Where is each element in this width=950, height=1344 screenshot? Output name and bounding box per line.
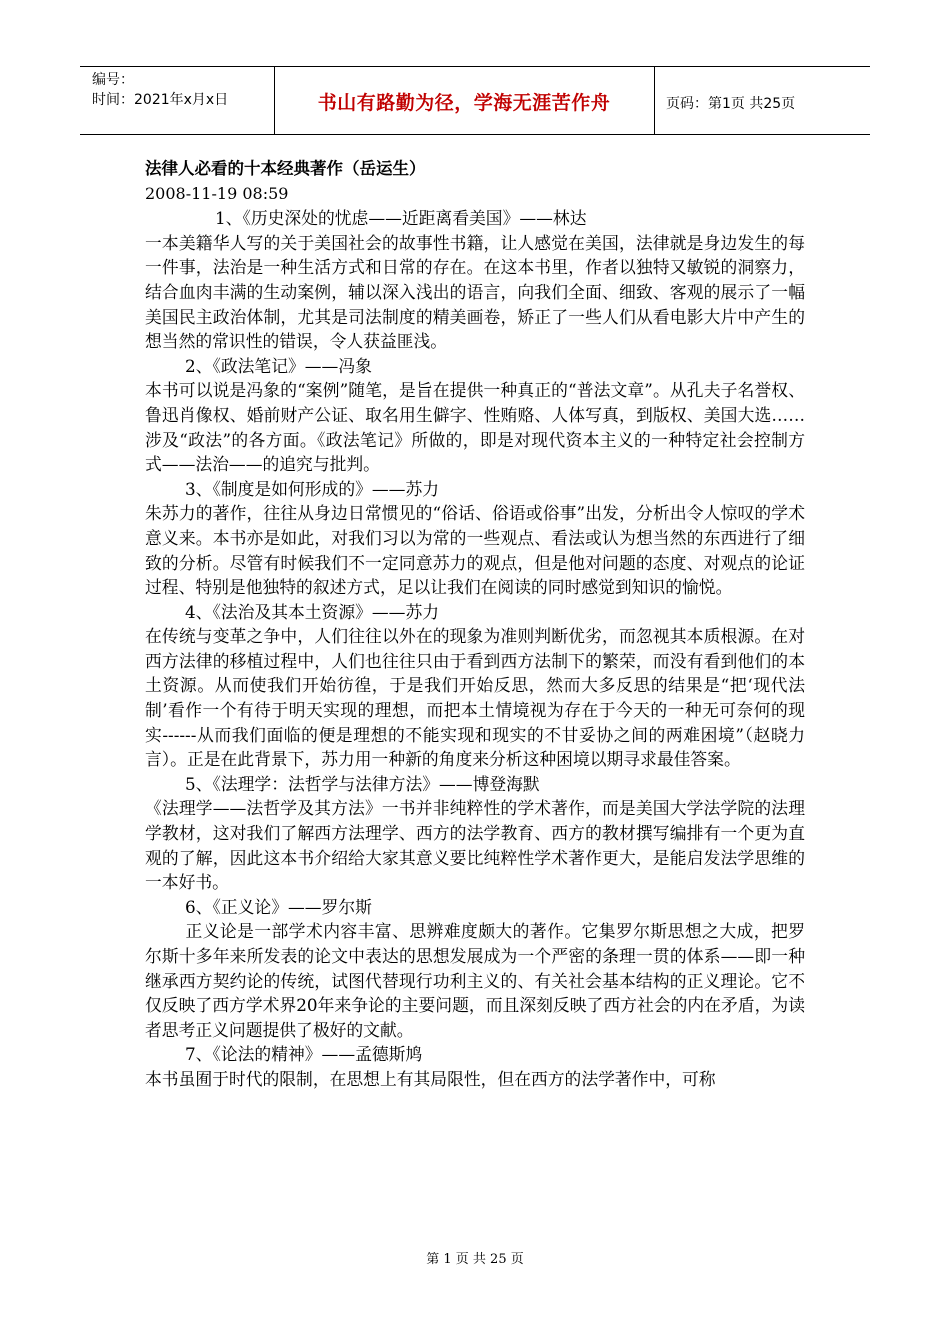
- entry-heading: 6、《正义论》——罗尔斯: [185, 896, 372, 917]
- entry-heading: 7、《论法的精神》——孟德斯鸠: [185, 1044, 423, 1065]
- page-header: [80, 66, 870, 136]
- article-body: [145, 157, 805, 1092]
- entry-body: [145, 919, 805, 1042]
- entry-heading: 1、《历史深处的忧虑——近距离看美国》——林达: [215, 208, 587, 229]
- entry-heading: 2、《政法笔记》——冯象: [185, 355, 372, 376]
- header-time-label: 时间：2021年x月x日: [92, 92, 229, 108]
- entry-body-text: 正义论是一部学术内容丰富、思辨难度颇大的著作。它集罗尔斯思想之大成，把罗尔斯十多年来所发表的论文中表达的思想发展成为一个严密的条理一贯的体系——即一种继承西方契约论的传统，试图代替现行功利主义的、有关社会基本结构的正义理论。它不仅反映了西方学术界20年来争论的主要问题，而且深刻反映了西方社会的内在矛盾，为读者思考正义问题提供了极好的文献。: [145, 921, 805, 1040]
- entry-body: 一本美籍华人写的关于美国社会的故事性书籍，让人感觉在美国，法律就是身边发生的每一件事，法治是一种生活方式和日常的存在。在这本书里，作者以独特又敏锐的洞察力，结合血肉丰满的生动案例，辅以深入浅出的语言，向我们全面、细致、客观的展示了一幅美国民主政治体制，尤其是司法制度的精美画卷，矫正了一些人们从看电影大片中产生的想当然的常识性的错误，令人获益匪浅。: [145, 232, 805, 352]
- page-footer: 第 1 页 共 25 页: [426, 1252, 524, 1267]
- entry-heading: 4、《法治及其本土资源》——苏力: [185, 601, 440, 622]
- header-top-rule: [80, 66, 870, 67]
- header-motto: 书山有路勤为径，学海无涯苦作舟: [317, 92, 611, 114]
- header-meta: [92, 70, 228, 110]
- header-number-label: 编号：: [92, 72, 134, 88]
- entry-body: 本书可以说是冯象的“案例”随笔，是旨在提供一种真正的“普法文章”。从孔夫子名誉权、鲁迅肖像权、婚前财产公证、取名用生僻字、性贿赂、人体写真，到版权、美国大选……涉及“政法”的各方面。《政法笔记》所做的，即是对现代资本主义的一种特定社会控制方式——法治——的追究与批判。: [145, 380, 805, 475]
- entry-body: 朱苏力的著作，往往从身边日常惯见的“俗话、俗语或俗事”出发，分析出令人惊叹的学术意义来。本书亦是如此，对我们习以为常的一些观点、看法或认为想当然的东西进行了细致的分析。尽管有时候我们不一定同意苏力的观点，但是他对问题的态度、对观点的论证过程、特别是他独特的叙述方式，足以让我们在阅读的同时感觉到知识的愉悦。: [145, 503, 805, 598]
- entry-heading: 5、《法理学：法哲学与法律方法》——博登海默: [185, 773, 540, 794]
- header-page-info: 页码：第1页 共25页: [666, 96, 796, 112]
- entry-body: 本书虽囿于时代的限制，在思想上有其局限性，但在西方的法学著作中，可称: [145, 1068, 716, 1089]
- entry-heading: 3、《制度是如何形成的》——苏力: [185, 478, 440, 499]
- header-bottom-rule: [80, 134, 870, 135]
- entry-body: 《法理学——法哲学及其方法》一书并非纯粹性的学术著作，而是美国大学法学院的法理学教材，这对我们了解西方法理学、西方的法学教育、西方的教材撰写编排有一个更为直观的了解，因此这本书介绍给大家其意义要比纯粹性学术著作更大，是能启发法学思维的一本好书。: [145, 798, 805, 893]
- entry-body: 在传统与变革之争中，人们往往以外在的现象为准则判断优劣，而忽视其本质根源。在对西方法律的移植过程中，人们也往往只由于看到西方法制下的繁荣，而没有看到他们的本土资源。从而使我们开始彷徨，于是我们开始反思，然而大多反思的结果是“把‘现代法制’看作一个有待于明天实现的理想，而把本土情境视为存在于今天的一种无可奈何的现实------从而我们面临的便是理想的不能实现和现实的不甘妥协之间的两难困境”（赵晓力言）。正是在此背景下，苏力用一种新的角度来分析这种困境以期寻求最佳答案。: [145, 626, 805, 770]
- article-date: 2008-11-19 08:59: [145, 183, 289, 203]
- article-title: 法律人必看的十本经典著作（岳运生）: [145, 159, 426, 178]
- header-divider: [654, 66, 655, 134]
